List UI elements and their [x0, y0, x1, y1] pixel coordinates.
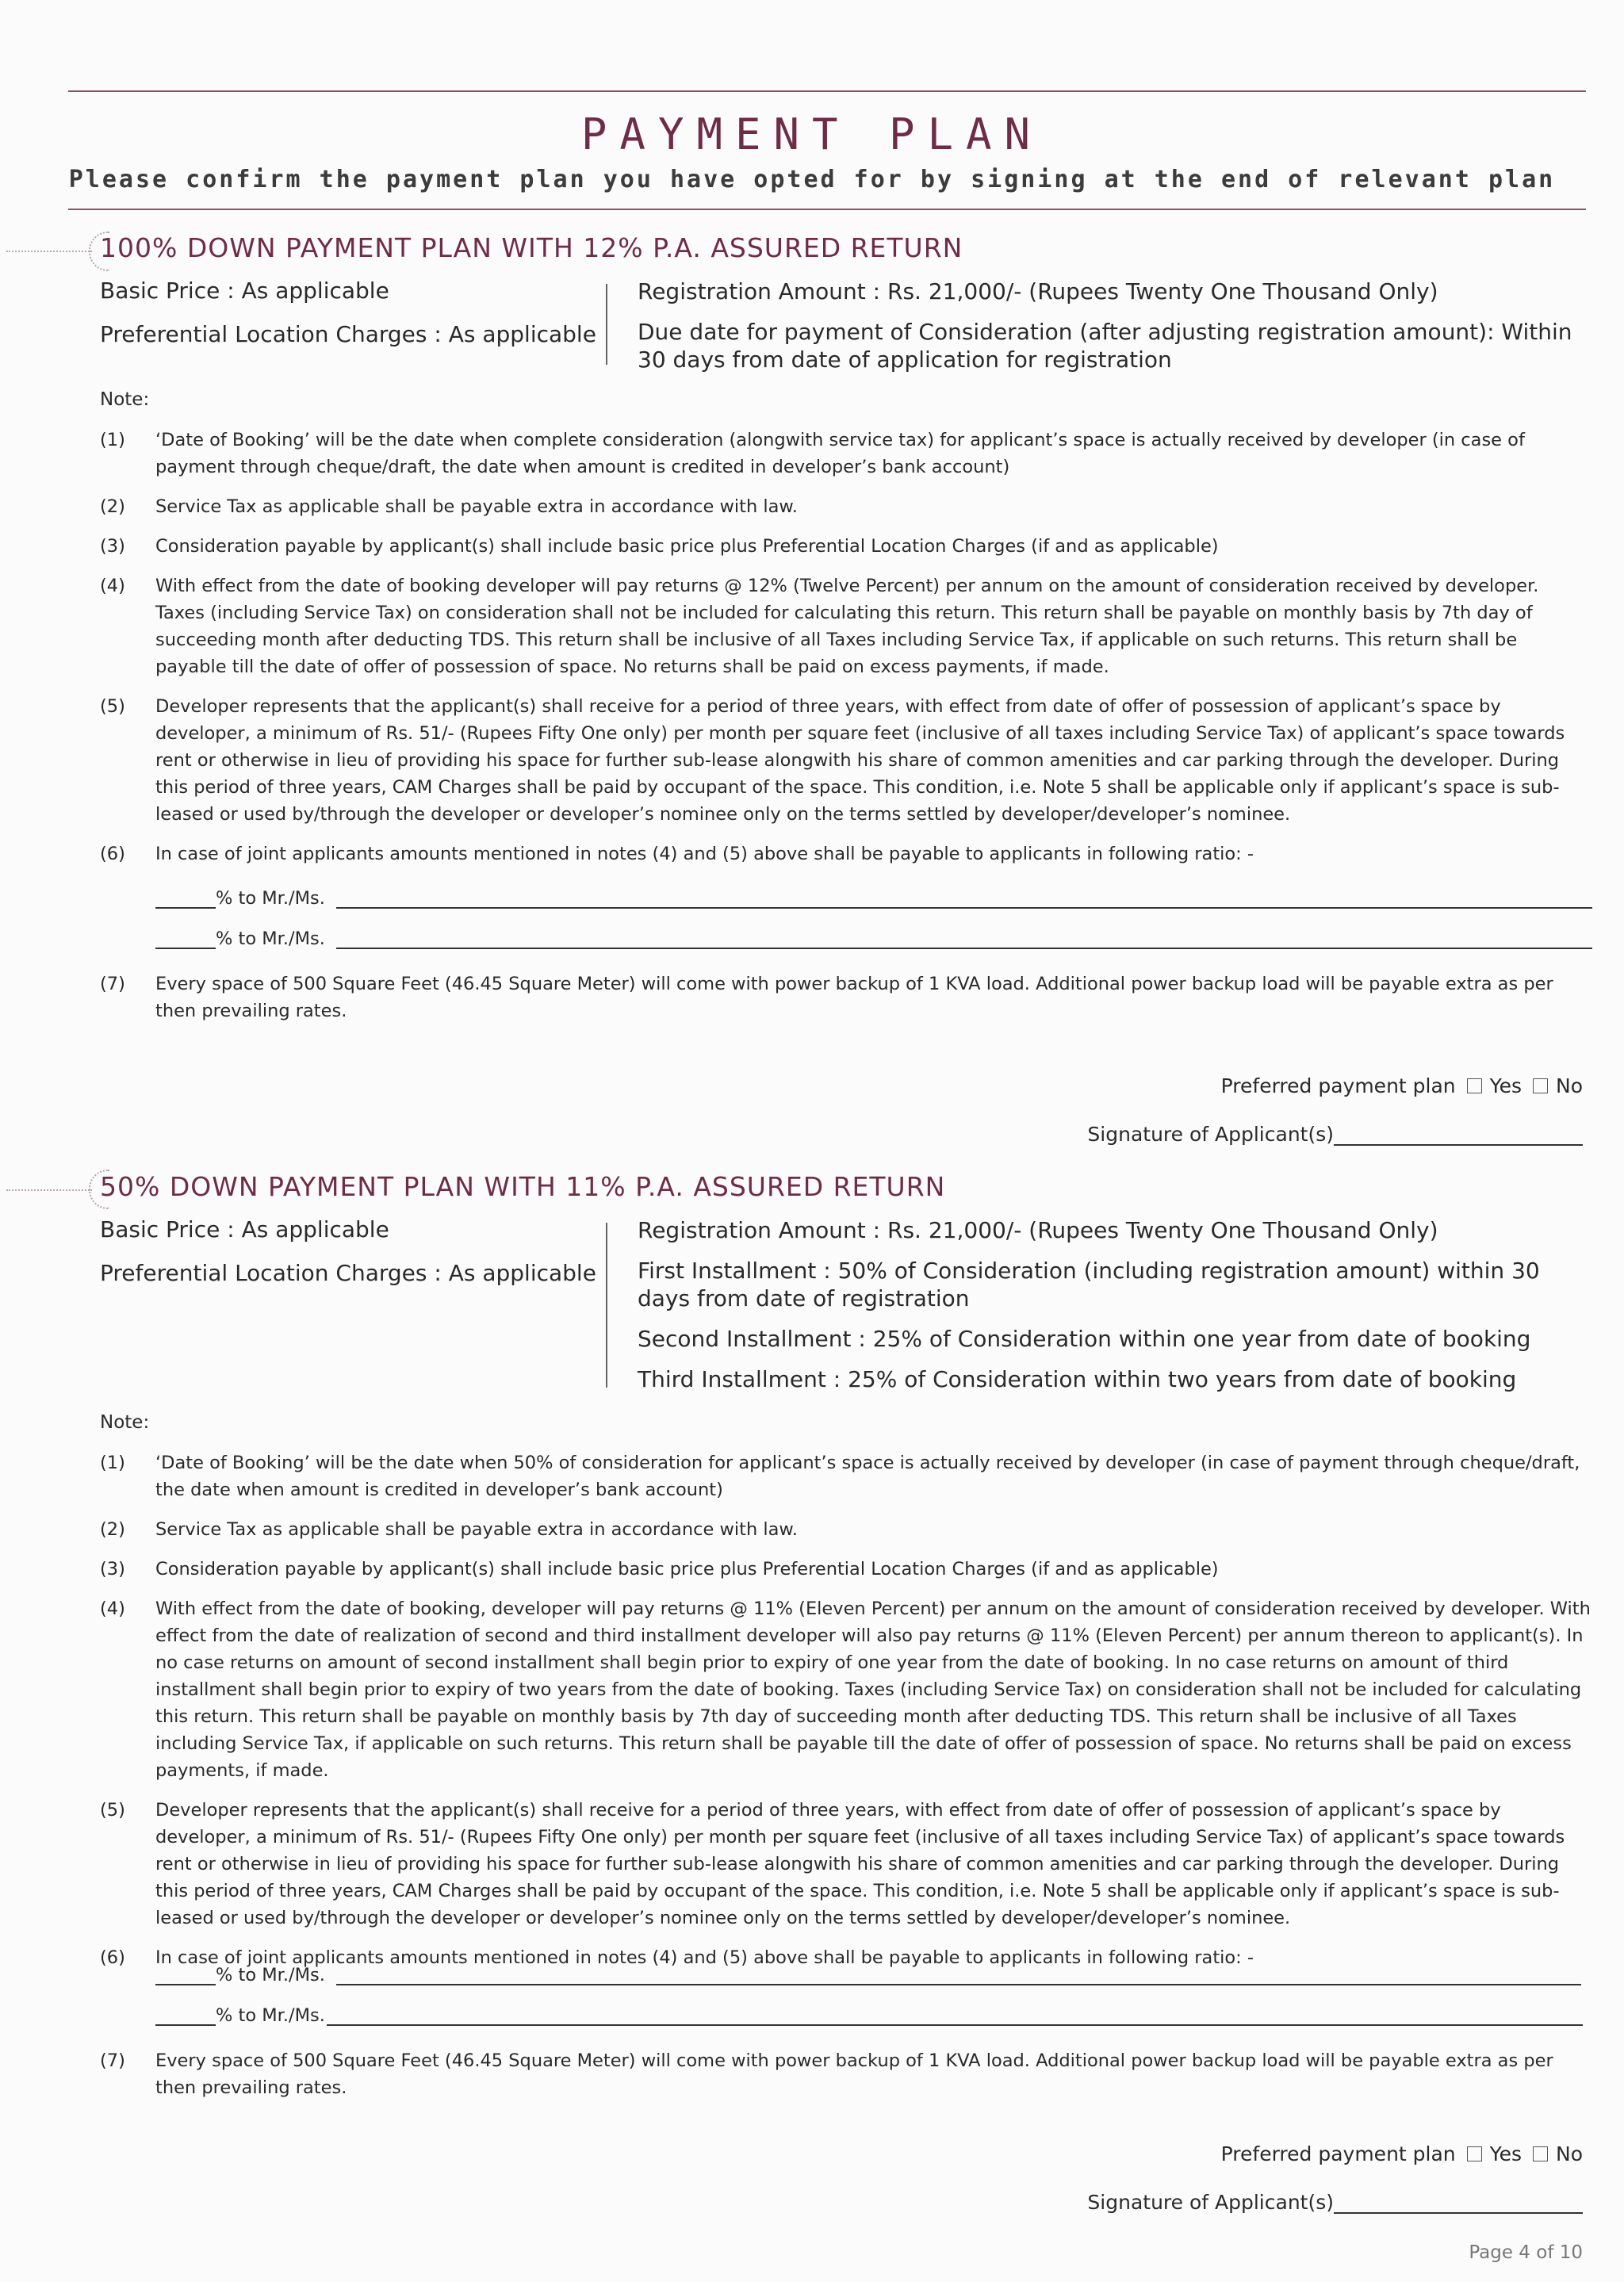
note-text: ‘Date of Booking’ will be the date when 50% of consideration for applicant’s space is actually received by developer (in case of payment through cheque/draft, the date when amount is credited in developer’s bank account)	[155, 1453, 1580, 1500]
ratio-name-blank[interactable]	[336, 928, 1592, 949]
note-item	[100, 971, 1591, 1024]
note-text: Every space of 500 Square Feet (46.45 Square Meter) will come with power backup of 1 KVA load. Additional power backup load will be payable extra as per then prevailing rates.	[155, 974, 1553, 1021]
ratio-name-blank[interactable]	[336, 1965, 1581, 1985]
preferential-location-charges: Preferential Location Charges : As applicable	[100, 321, 596, 347]
ratio-percent-blank[interactable]	[155, 888, 216, 909]
note-item	[100, 1516, 1591, 1543]
heading-dotted-line	[6, 251, 92, 252]
ratio-line	[155, 1965, 1581, 1985]
note-number: (4)	[100, 576, 125, 596]
ratio-label: % to Mr./Ms.	[216, 888, 325, 909]
no-label: No	[1556, 2142, 1583, 2165]
plan2-notes-continued	[100, 2047, 1591, 2114]
note-number: (5)	[100, 696, 125, 717]
note-item	[100, 1595, 1591, 1784]
signature-line[interactable]	[1334, 1127, 1583, 1146]
preferential-location-charges: Preferential Location Charges : As applicable	[100, 1260, 596, 1286]
plan1-preferred-plan	[1221, 1074, 1583, 1097]
note-item	[100, 572, 1591, 680]
note-text: In case of joint applicants amounts mentioned in notes (4) and (5) above shall be payable to applicants in following ratio: -	[155, 1947, 1254, 1968]
note-number: (7)	[100, 2050, 125, 2071]
plan1-notes-continued	[100, 971, 1591, 1037]
note-item	[100, 2047, 1591, 2101]
plan2-notes	[100, 1449, 1591, 1984]
yes-label: Yes	[1489, 2142, 1522, 2165]
note-text: With effect from the date of booking, developer will pay returns @ 11% (Eleven Percent) per annum on the amount of consideration received by developer. With effect from the date of realization of second and third installment developer will also pay returns @ 11% (Eleven Percent) per annum thereon to applicant(s). In no case returns on amount of second installment shall begin prior to expiry of one year from the date of booking. In no case returns on amount of third installment shall begin prior to expiry of two years from the date of booking. Taxes (including Service Tax) on consideration shall not be included for calculating this return. This return shall be payable on monthly basis by 7th day of succeeding month after deducting TDS. This return shall be inclusive of all Taxes including Service Tax, if applicable on such returns. This return shall be payable till the date of offer of possession of space. No returns shall be paid on excess payments, if made.	[155, 1599, 1591, 1781]
basic-price: Basic Price : As applicable	[100, 1216, 389, 1242]
plan1-signature	[1087, 1123, 1583, 1146]
no-checkbox[interactable]	[1533, 2146, 1548, 2161]
plan1-heading: 100% DOWN PAYMENT PLAN WITH 12% P.A. ASSURED RETURN	[100, 232, 963, 263]
note-number: (4)	[100, 1599, 125, 1619]
note-text: Developer represents that the applicant(s) shall receive for a period of three years, with effect from date of offer of possession of applicant’s space by developer, a minimum of Rs. 51/- (Rupees Fifty One only) per month per square feet (inclusive of all taxes including Service Tax) of applicant’s space towards rent or otherwise in lieu of providing his space for further sub-lease alongwith his share of common amenities and car parking through the developer. During this period of three years, CAM Charges shall be paid by occupant of the space. This condition, i.e. Note 5 shall be applicable only if applicant’s space is sub-leased or used by/through the developer or developer’s nominee only on the terms settled by developer/developer’s nominee.	[155, 696, 1565, 825]
ratio-label: % to Mr./Ms.	[216, 928, 325, 949]
yes-checkbox[interactable]	[1467, 2146, 1482, 2161]
note-number: (2)	[100, 496, 125, 517]
signature-line[interactable]	[1334, 2195, 1583, 2214]
note-number: (3)	[100, 536, 125, 557]
note-text: Consideration payable by applicant(s) shall include basic price plus Preferential Location Charges (if and as applicable)	[155, 1559, 1219, 1579]
page-number: Page 4 of 10	[1469, 2242, 1583, 2263]
third-installment: Third Installment : 25% of Consideration within two years from date of booking	[638, 1366, 1517, 1392]
subtitle-rule	[68, 209, 1586, 210]
info-divider	[606, 1223, 607, 1388]
basic-price: Basic Price : As applicable	[100, 278, 389, 304]
note-number: (3)	[100, 1559, 125, 1579]
page-title: PAYMENT PLAN	[580, 109, 1044, 159]
no-checkbox[interactable]	[1533, 1078, 1548, 1093]
note-number: (6)	[100, 844, 125, 864]
plan2-payment-info	[638, 1216, 1581, 1406]
ratio-line	[155, 928, 1592, 949]
plan2-signature	[1087, 2191, 1583, 2214]
preferred-label: Preferred payment plan	[1220, 1074, 1456, 1097]
first-installment: First Installment : 50% of Consideration (including registration amount) within 30 days from date of registration	[638, 1258, 1540, 1311]
plan2-preferred-plan	[1221, 2142, 1583, 2165]
yes-label: Yes	[1489, 1074, 1522, 1097]
note-number: (1)	[100, 1453, 125, 1473]
plan2-price-info	[100, 1216, 596, 1304]
note-label: Note:	[100, 1412, 150, 1433]
top-rule	[68, 90, 1586, 92]
registration-amount: Registration Amount : Rs. 21,000/- (Rupees Twenty One Thousand Only)	[638, 278, 1438, 304]
note-item	[100, 1449, 1591, 1503]
note-text: Service Tax as applicable shall be payable extra in accordance with law.	[155, 496, 798, 517]
second-installment: Second Installment : 25% of Consideration within one year from date of booking	[638, 1326, 1531, 1352]
note-number: (7)	[100, 974, 125, 994]
note-item	[100, 427, 1591, 481]
note-number: (6)	[100, 1947, 125, 1968]
page-subtitle: Please confirm the payment plan you have opted for by signing at the end of relevant plan	[68, 166, 1556, 193]
ratio-line	[155, 2005, 1583, 2026]
note-text: In case of joint applicants amounts mentioned in notes (4) and (5) above shall be payable to applicants in following ratio: -	[155, 844, 1254, 864]
note-text: Every space of 500 Square Feet (46.45 Square Meter) will come with power backup of 1 KVA load. Additional power backup load will be payable extra as per then prevailing rates.	[155, 2050, 1553, 2098]
due-date: Due date for payment of Consideration (after adjusting registration amount): Within 30 days from date of application for registration	[638, 319, 1572, 373]
note-number: (2)	[100, 1519, 125, 1540]
note-item	[100, 493, 1591, 520]
ratio-label: % to Mr./Ms.	[216, 1965, 325, 1985]
registration-amount: Registration Amount : Rs. 21,000/- (Rupees Twenty One Thousand Only)	[638, 1217, 1438, 1243]
info-divider	[606, 284, 607, 365]
note-item	[100, 1556, 1591, 1583]
note-label: Note:	[100, 389, 150, 410]
note-text: Service Tax as applicable shall be payable extra in accordance with law.	[155, 1519, 798, 1540]
ratio-percent-blank[interactable]	[155, 2005, 216, 2026]
signature-label: Signature of Applicant(s)	[1087, 2191, 1334, 2214]
note-item	[100, 693, 1591, 828]
plan1-notes	[100, 427, 1591, 880]
plan2-heading: 50% DOWN PAYMENT PLAN WITH 11% P.A. ASSURED RETURN	[100, 1171, 946, 1202]
note-text: Developer represents that the applicant(s) shall receive for a period of three years, with effect from date of offer of possession of applicant’s space by developer, a minimum of Rs. 51/- (Rupees Fifty One only) per month per square feet (inclusive of all taxes including Service Tax) of applicant’s space towards rent or otherwise in lieu of providing his space for further sub-lease alongwith his share of common amenities and car parking through the developer. During this period of three years, CAM Charges shall be paid by occupant of the space. This condition, i.e. Note 5 shall be applicable only if applicant’s space is sub-leased or used by/through the developer or developer’s nominee only on the terms settled by developer/developer’s nominee.	[155, 1800, 1565, 1928]
note-text: Consideration payable by applicant(s) shall include basic price plus Preferential Location Charges (if and as applicable)	[155, 536, 1219, 557]
plan1-payment-info	[638, 278, 1581, 386]
note-item	[100, 533, 1591, 560]
no-label: No	[1556, 1074, 1583, 1097]
note-text: With effect from the date of booking developer will pay returns @ 12% (Twelve Percent) per annum on the amount of consideration received by developer. Taxes (including Service Tax) on consideration shall not be included for calculating this return. This return shall be payable on monthly basis by 7th day of succeeding month after deducting TDS. This return shall be inclusive of all Taxes including Service Tax, if applicable on such returns. This return shall be payable till the date of offer of possession of space. No returns shall be paid on excess payments, if made.	[155, 576, 1539, 677]
note-number: (1)	[100, 430, 125, 450]
plan1-price-info	[100, 278, 596, 365]
ratio-line	[155, 888, 1592, 909]
ratio-label: % to Mr./Ms.	[216, 2005, 325, 2026]
note-item	[100, 840, 1591, 867]
ratio-name-blank[interactable]	[327, 2005, 1583, 2026]
heading-dotted-line	[6, 1189, 92, 1191]
yes-checkbox[interactable]	[1467, 1078, 1482, 1093]
ratio-name-blank[interactable]	[336, 888, 1592, 909]
ratio-percent-blank[interactable]	[155, 928, 216, 949]
signature-label: Signature of Applicant(s)	[1087, 1123, 1334, 1146]
note-text: ‘Date of Booking’ will be the date when complete consideration (alongwith service tax) for applicant’s space is actually received by developer (in case of payment through cheque/draft, the date when amount is credited in developer’s bank account)	[155, 430, 1525, 477]
preferred-label: Preferred payment plan	[1220, 2142, 1456, 2165]
note-number: (5)	[100, 1800, 125, 1821]
note-item	[100, 1797, 1591, 1932]
ratio-percent-blank[interactable]	[155, 1965, 216, 1985]
